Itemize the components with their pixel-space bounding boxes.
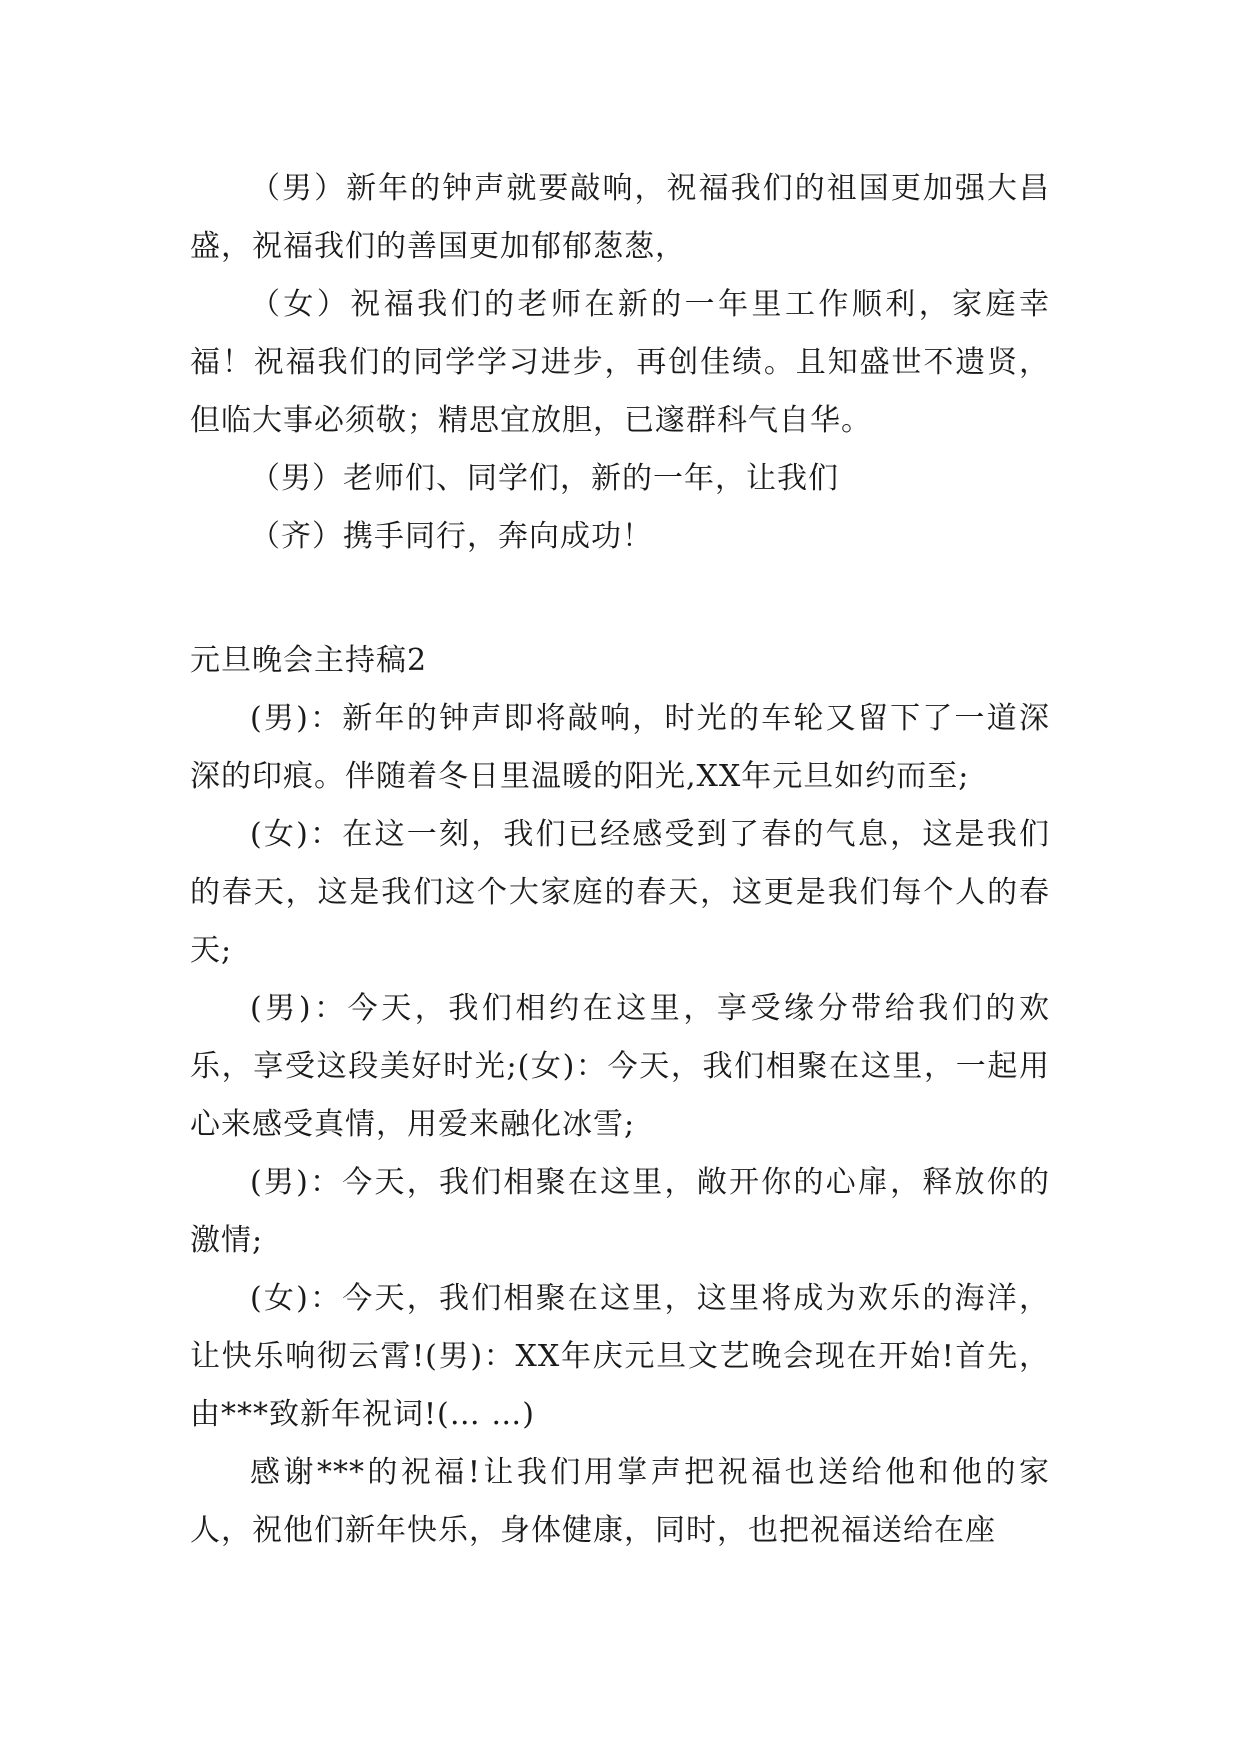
paragraph: （男）新年的钟声就要敲响，祝福我们的祖国更加强大昌盛，祝福我们的善国更加郁郁葱葱， — [190, 171, 1050, 264]
document-body — [190, 160, 1050, 1560]
paragraph: （齐）携手同行，奔向成功！ — [250, 519, 653, 554]
paragraph: (男)：今天，我们相约在这里，享受缘分带给我们的欢乐，享受这段美好时光;(女)：今天，我们相聚在这里，一起用心来感受真情，用爱来融化冰雪; — [190, 991, 1050, 1142]
paragraph: （女）祝福我们的老师在新的一年里工作顺利，家庭幸福！祝福我们的同学学习进步，再创佳绩。且知盛世不遗贤，但临大事必须敬；精思宜放胆，已邃群科气自华。 — [190, 287, 1050, 438]
paragraph: (男)：今天，我们相聚在这里，敞开你的心扉，释放你的激情; — [190, 1165, 1050, 1258]
paragraph: (男)：新年的钟声即将敲响，时光的车轮又留下了一道深深的印痕。伴随着冬日里温暖的阳光,XX年元旦如约而至; — [190, 701, 1050, 794]
section-title: 元旦晚会主持稿2 — [190, 643, 428, 678]
section-spacer — [190, 566, 1050, 632]
paragraph: (女)：今天，我们相聚在这里，这里将成为欢乐的海洋，让快乐响彻云霄!(男)：XX年庆元旦文艺晚会现在开始!首先，由***致新年祝词!(… …) — [190, 1281, 1050, 1432]
paragraph: （男）老师们、同学们，新的一年，让我们 — [250, 461, 839, 496]
paragraph: (女)：在这一刻，我们已经感受到了春的气息，这是我们的春天，这是我们这个大家庭的春天，这更是我们每个人的春天; — [190, 817, 1050, 968]
paragraph: 感谢***的祝福!让我们用掌声把祝福也送给他和他的家人，祝他们新年快乐，身体健康，同时，也把祝福送给在座 — [190, 1455, 1050, 1548]
